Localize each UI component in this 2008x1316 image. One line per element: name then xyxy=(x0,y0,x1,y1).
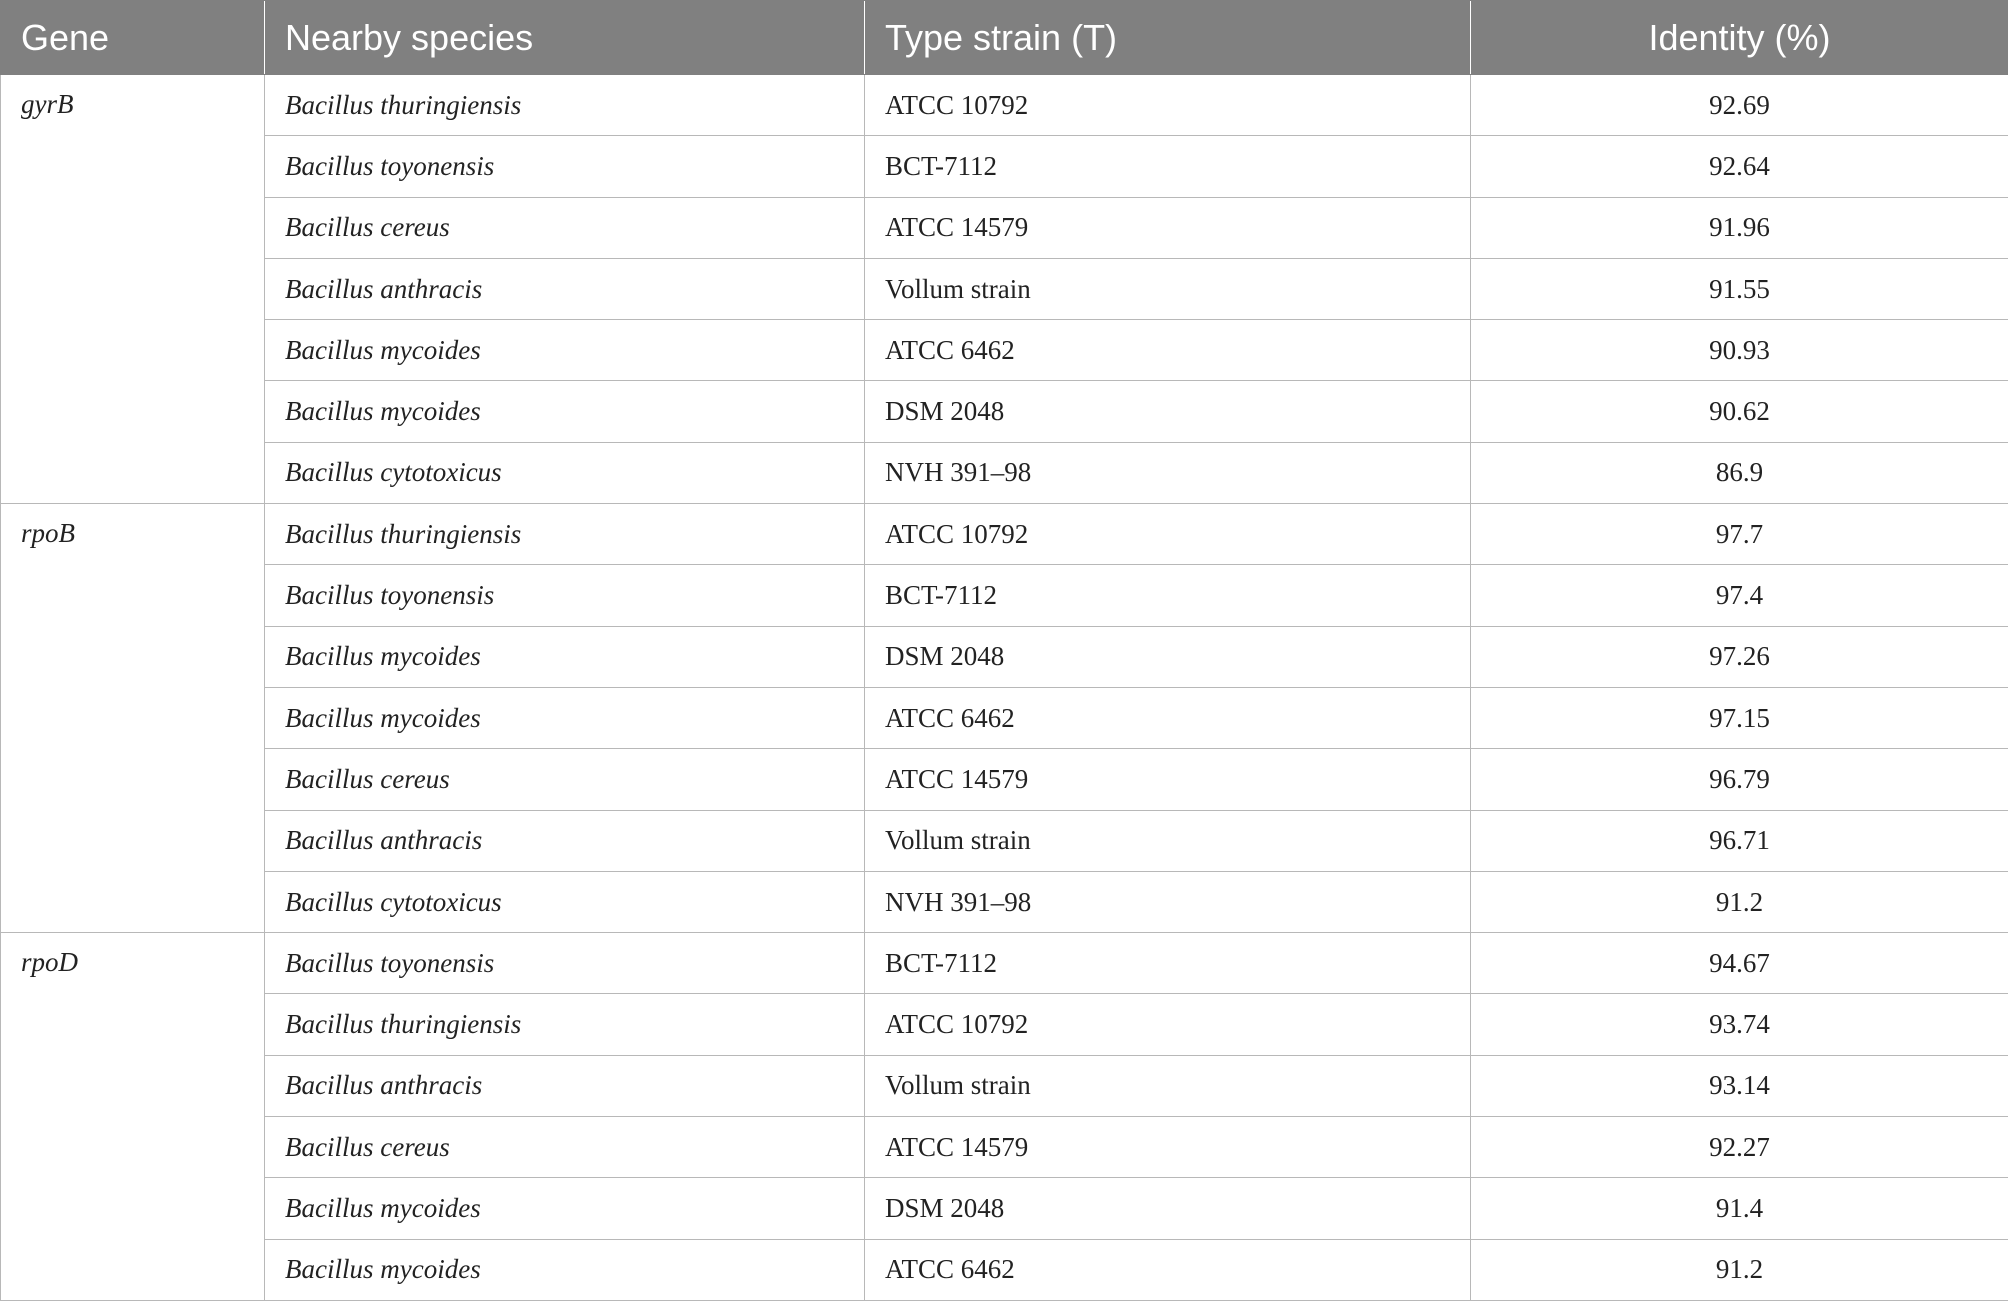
species-cell: Bacillus mycoides xyxy=(265,687,865,748)
header-row xyxy=(1,1,2008,75)
type-strain-cell: NVH 391–98 xyxy=(865,442,1471,503)
header-gene: Gene xyxy=(1,1,265,75)
type-strain-cell: ATCC 6462 xyxy=(865,320,1471,381)
species-cell: Bacillus mycoides xyxy=(265,381,865,442)
species-cell: Bacillus thuringiensis xyxy=(265,504,865,565)
identity-cell: 91.4 xyxy=(1471,1178,2008,1239)
header-identity: Identity (%) xyxy=(1471,1,2008,75)
species-cell: Bacillus thuringiensis xyxy=(265,994,865,1055)
type-strain-cell: ATCC 10792 xyxy=(865,994,1471,1055)
species-cell: Bacillus mycoides xyxy=(265,626,865,687)
table-row xyxy=(1,320,2008,381)
table-header xyxy=(1,1,2008,75)
table-body xyxy=(1,75,2008,1301)
type-strain-cell: ATCC 10792 xyxy=(865,504,1471,565)
gene-cell: rpoB xyxy=(1,504,265,933)
type-strain-cell: ATCC 6462 xyxy=(865,1239,1471,1300)
species-cell: Bacillus mycoides xyxy=(265,320,865,381)
identity-cell: 90.93 xyxy=(1471,320,2008,381)
species-cell: Bacillus toyonensis xyxy=(265,136,865,197)
table-row xyxy=(1,994,2008,1055)
table-row xyxy=(1,75,2008,136)
identity-cell: 97.7 xyxy=(1471,504,2008,565)
gene-cell: gyrB xyxy=(1,75,265,504)
type-strain-cell: BCT-7112 xyxy=(865,565,1471,626)
table-row xyxy=(1,871,2008,932)
identity-cell: 96.71 xyxy=(1471,810,2008,871)
table-row xyxy=(1,1239,2008,1300)
identity-cell: 96.79 xyxy=(1471,749,2008,810)
header-nearby-species: Nearby species xyxy=(265,1,865,75)
header-type-strain: Type strain (T) xyxy=(865,1,1471,75)
species-cell: Bacillus mycoides xyxy=(265,1178,865,1239)
identity-cell: 92.27 xyxy=(1471,1117,2008,1178)
table-row xyxy=(1,136,2008,197)
identity-cell: 92.69 xyxy=(1471,75,2008,136)
species-cell: Bacillus mycoides xyxy=(265,1239,865,1300)
type-strain-cell: BCT-7112 xyxy=(865,933,1471,994)
identity-cell: 97.15 xyxy=(1471,687,2008,748)
identity-cell: 92.64 xyxy=(1471,136,2008,197)
type-strain-cell: NVH 391–98 xyxy=(865,871,1471,932)
species-cell: Bacillus anthracis xyxy=(265,1055,865,1116)
type-strain-cell: ATCC 14579 xyxy=(865,1117,1471,1178)
type-strain-cell: ATCC 14579 xyxy=(865,749,1471,810)
species-cell: Bacillus toyonensis xyxy=(265,933,865,994)
table-row xyxy=(1,687,2008,748)
species-cell: Bacillus cytotoxicus xyxy=(265,442,865,503)
table-row xyxy=(1,626,2008,687)
species-cell: Bacillus cereus xyxy=(265,1117,865,1178)
species-cell: Bacillus anthracis xyxy=(265,258,865,319)
table-row xyxy=(1,258,2008,319)
type-strain-cell: ATCC 10792 xyxy=(865,75,1471,136)
species-cell: Bacillus cytotoxicus xyxy=(265,871,865,932)
identity-cell: 90.62 xyxy=(1471,381,2008,442)
gene-cell: rpoD xyxy=(1,933,265,1301)
table-row xyxy=(1,565,2008,626)
identity-cell: 97.4 xyxy=(1471,565,2008,626)
identity-cell: 91.96 xyxy=(1471,197,2008,258)
identity-cell: 91.2 xyxy=(1471,871,2008,932)
type-strain-cell: BCT-7112 xyxy=(865,136,1471,197)
type-strain-cell: Vollum strain xyxy=(865,1055,1471,1116)
table-row xyxy=(1,749,2008,810)
species-cell: Bacillus toyonensis xyxy=(265,565,865,626)
table-row xyxy=(1,504,2008,565)
table-row xyxy=(1,1117,2008,1178)
type-strain-cell: Vollum strain xyxy=(865,810,1471,871)
type-strain-cell: Vollum strain xyxy=(865,258,1471,319)
table-row xyxy=(1,442,2008,503)
type-strain-cell: DSM 2048 xyxy=(865,381,1471,442)
identity-cell: 91.2 xyxy=(1471,1239,2008,1300)
table-row xyxy=(1,933,2008,994)
table-row xyxy=(1,1055,2008,1116)
type-strain-cell: DSM 2048 xyxy=(865,626,1471,687)
identity-cell: 91.55 xyxy=(1471,258,2008,319)
table-row xyxy=(1,1178,2008,1239)
table-row xyxy=(1,197,2008,258)
identity-cell: 86.9 xyxy=(1471,442,2008,503)
type-strain-cell: ATCC 14579 xyxy=(865,197,1471,258)
species-cell: Bacillus anthracis xyxy=(265,810,865,871)
species-cell: Bacillus cereus xyxy=(265,749,865,810)
identity-cell: 93.14 xyxy=(1471,1055,2008,1116)
table-row xyxy=(1,381,2008,442)
table-row xyxy=(1,810,2008,871)
identity-cell: 94.67 xyxy=(1471,933,2008,994)
species-cell: Bacillus thuringiensis xyxy=(265,75,865,136)
identity-cell: 97.26 xyxy=(1471,626,2008,687)
identity-cell: 93.74 xyxy=(1471,994,2008,1055)
type-strain-cell: DSM 2048 xyxy=(865,1178,1471,1239)
type-strain-cell: ATCC 6462 xyxy=(865,687,1471,748)
species-cell: Bacillus cereus xyxy=(265,197,865,258)
